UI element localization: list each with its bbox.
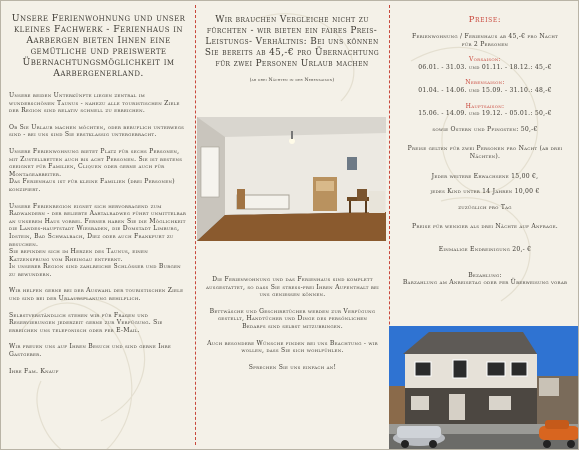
house-photo bbox=[389, 326, 579, 450]
offer-note: (ab drei Nächten in der Nebensaison) bbox=[249, 78, 335, 83]
welcome-paragraph: Wir freuen uns auf Ihren Besuch und sind gerne Ihre Gastgeber. bbox=[9, 343, 172, 359]
signature: Ihre Fam. Knauf bbox=[9, 367, 59, 375]
child-price: jedes Kind unter 14 Jahren 10,00 € bbox=[430, 188, 540, 196]
payment-info: Bezahlung: Barzahlung am Anreisetag oder per Überweisung vorab bbox=[402, 271, 568, 287]
price-basis: Preise gelten für zwei Personen pro Nacht (ab drei Nächten). bbox=[407, 145, 563, 160]
contact-paragraph: Selbstverständlich stehen wir für Fragen und Reservierungen jederzeit gerne zur Verfügung. Sie erreichen uns telefonisch oder per E-Mail. bbox=[9, 311, 163, 334]
location-paragraph: Unsere beiden Unterkünfte liegen zentral im wunderschönen Taunus - nahezu alle touristischen Ziele der Region sind relativ schnell zu erreichen. bbox=[9, 92, 180, 115]
extra-adult-price: Jeder weitere Erwachsene 15,00 €, bbox=[431, 172, 539, 180]
short-stay-note: Preise für weniger als drei Nächte auf Anfrage. bbox=[411, 223, 558, 231]
capacity-paragraph: Unsere Ferienwohnung bietet Platz für sechs Personen, mit Zustellbetten auch bis acht Personen. Sie ist bestens geeignet für Familien, Cliquen oder gerne auch für Montagearbeiter. Das Ferienhaus ist für kleine Familien (drei Personen) konzipiert. bbox=[9, 147, 183, 193]
vorsaison-label: Vorsaison: bbox=[469, 56, 501, 64]
offer-heading: Wir brauchen Vergleiche nicht zu fürchten - wir bieten ein faires Preis- Leistungs- Verhältnis: Bei uns können Sie bereits ab 45,-€ pro Übernachtung für zwei Personen Urlaub machen bbox=[204, 15, 380, 69]
intro-heading: Unsere Ferienwohnung und unser kleines Fachwerk - Ferienhaus in Aarbergen bieten Ihnen eine gemütliche und preiswerte Übernachtungsmöglichkeit im Aarbergenerland. bbox=[11, 13, 186, 79]
hauptsaison-label: Hauptsaison: bbox=[465, 102, 505, 110]
interior-photo bbox=[197, 117, 386, 241]
per-day-note: zuzüglich pro Tag bbox=[458, 203, 512, 211]
prices-intro: Ferienwohnung / Ferienhaus ab 45,-€ pro Nacht für 2 Personen bbox=[411, 33, 559, 48]
hauptsaison-dates: 15.06. - 14.09. und 19.12. - 05.01.: 50,-€ bbox=[418, 110, 552, 118]
prices-title: Preise: bbox=[468, 15, 502, 25]
cleaning-fee: Einmalige Endreinigung 20,- € bbox=[438, 245, 532, 253]
wishes-paragraph: Auch besondere Wünsche finden bei uns Beachtung - wir wollen, dass Sie sich wohlfühlen. bbox=[207, 339, 378, 355]
column-about bbox=[1, 1, 195, 450]
holiday-prices: sowie Ostern und Pfingsten: 50,-€ bbox=[432, 125, 538, 133]
help-paragraph: Wir helfen gerne bei der Auswahl der touristischen Ziele und sind bei der Urlaubsplanung behilflich. bbox=[9, 287, 184, 303]
vorsaison-dates: 06.01. - 31.03. und 01.11. - 18.12.: 45,-€ bbox=[418, 63, 552, 71]
region-paragraph: Unsere Ferienregion eignet sich hervorragend zum Radwandern - der beliebte Aartalradweg führt unmittelbar an unserem Haus vorbei. Ferner haben Sie die Möglichkeit die Landes-hauptstadt Wiesbaden, die Domstadt Limburg, Idstein, Bad Schwalbach, Diez oder auch Frankfurt zu besuchen. Sie befinden sich im Herzen des Taunus, einen Katzensprung vom Rheingau entfernt. In unserer Region sind zahlreiche Schlösser und Burgen zu bewundern. bbox=[9, 202, 187, 278]
column-prices bbox=[389, 1, 579, 450]
nebensaison-dates: 01.04. - 14.06. und 15.09. - 31.10.: 48,-€ bbox=[418, 86, 552, 94]
call-paragraph: Sprechen Sie uns einfach an! bbox=[248, 363, 337, 371]
column-offer bbox=[195, 1, 389, 450]
nebensaison-label: Nebensaison: bbox=[465, 79, 505, 87]
equipment-paragraph: Die Ferienwohnung und das Ferienhaus sind komplett ausgestattet, so dass Sie stress-frei Ihren Aufenthalt bei uns genießen können. bbox=[205, 276, 380, 299]
linen-paragraph: Bettwäsche und Geschirrtücher werden zur Verfügung gestellt, Handtücher und Dinge des persönlichen Bedarfs sind selbst mitzubringen. bbox=[209, 307, 376, 330]
purpose-paragraph: Ob Sie Urlaub machen möchten, oder beruflich unterwegs sind - bei uns sind Sie erstklassig untergebracht. bbox=[9, 123, 185, 139]
